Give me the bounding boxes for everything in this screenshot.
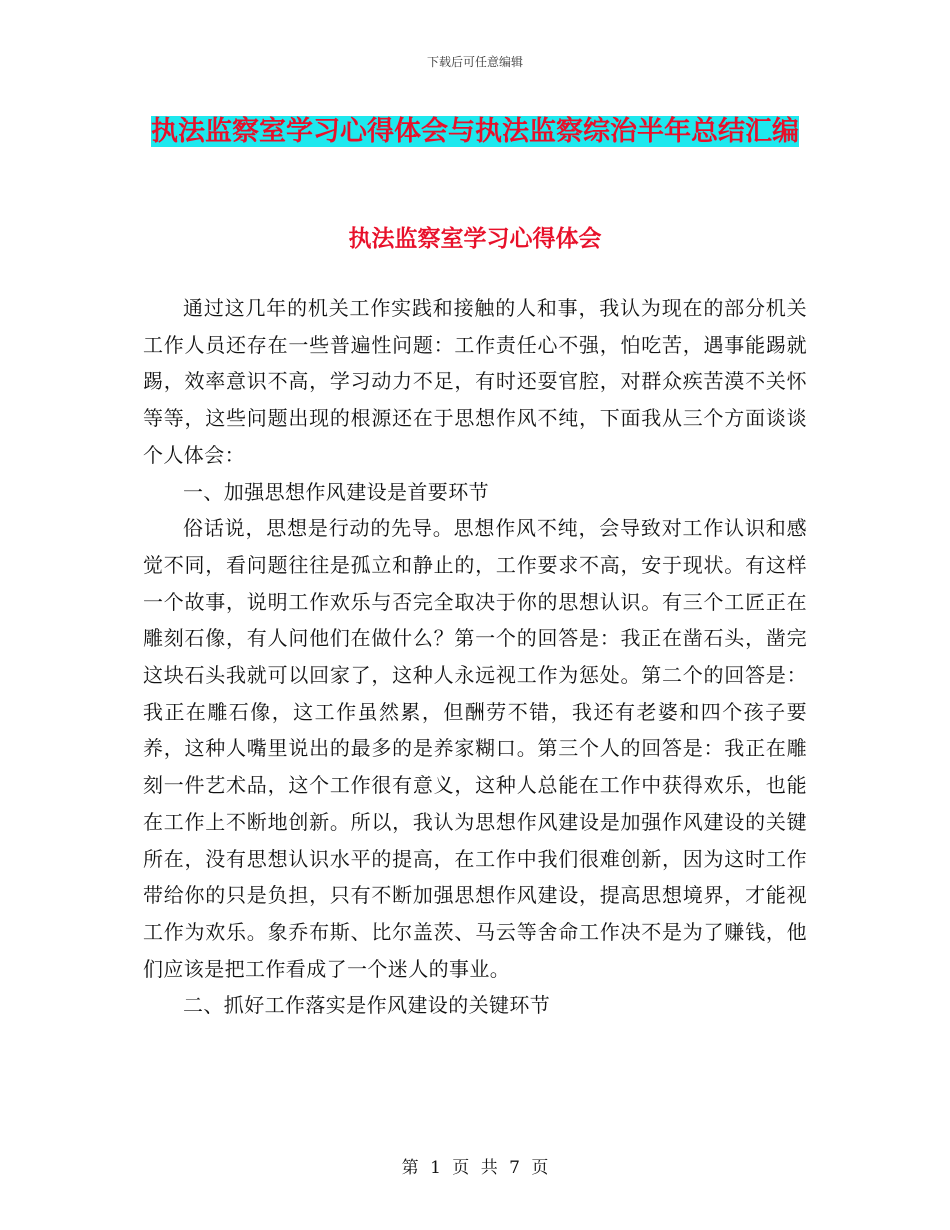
document-title-text: 执法监察室学习心得体会与执法监察综治半年总结汇编 xyxy=(151,116,799,147)
document-body xyxy=(143,290,807,1024)
section-title: 执法监察室学习心得体会 xyxy=(348,226,602,252)
paragraph-point-one: 俗话说，思想是行动的先导。思想作风不纯，会导致对工作认识和感觉不同，看问题往往是孤立和静止的，工作要求不高，安于现状。有这样一个故事，说明工作欢乐与否完全取决于你的思想认识。有三个工匠正在雕刻石像，有人问他们在做什么？第一个的回答是：我正在凿石头，凿完这块石头我就可以回家了，这种人永远视工作为惩处。第二个的回答是：我正在雕石像，这工作虽然累，但酬劳不错，我还有老婆和四个孩子要养，这种人嘴里说出的最多的是养家糊口。第三个人的回答是：我正在雕刻一件艺术品，这个工作很有意义，这种人总能在工作中获得欢乐，也能在工作上不断地创新。所以，我认为思想作风建设是加强作风建设的关键所在，没有思想认识水平的提高，在工作中我们很难创新，因为这时工作带给你的只是负担，只有不断加强思想作风建设，提高思想境界，才能视工作为欢乐。象乔布斯、比尔盖茨、马云等舍命工作决不是为了赚钱，他们应该是把工作看成了一个迷人的事业。 xyxy=(143,516,807,981)
heading-point-one: 一、加强思想作风建设是首要环节 xyxy=(183,479,489,504)
header-note: 下载后可任意编辑 xyxy=(426,55,523,69)
page-footer: 第 1 页 共 7 页 xyxy=(401,1158,549,1178)
heading-point-two: 二、抓好工作落实是作风建设的关键环节 xyxy=(183,993,551,1018)
document-title xyxy=(140,110,810,154)
paragraph-intro: 通过这几年的机关工作实践和接触的人和事，我认为现在的部分机关工作人员还存在一些普遍性问题：工作责任心不强，怕吃苦，遇事能踢就踢，效率意识不高，学习动力不足，有时还耍官腔，对群众疾苦漠不关怀等等，这些问题出现的根源还在于思想作风不纯，下面我从三个方面谈谈个人体会： xyxy=(143,296,807,467)
